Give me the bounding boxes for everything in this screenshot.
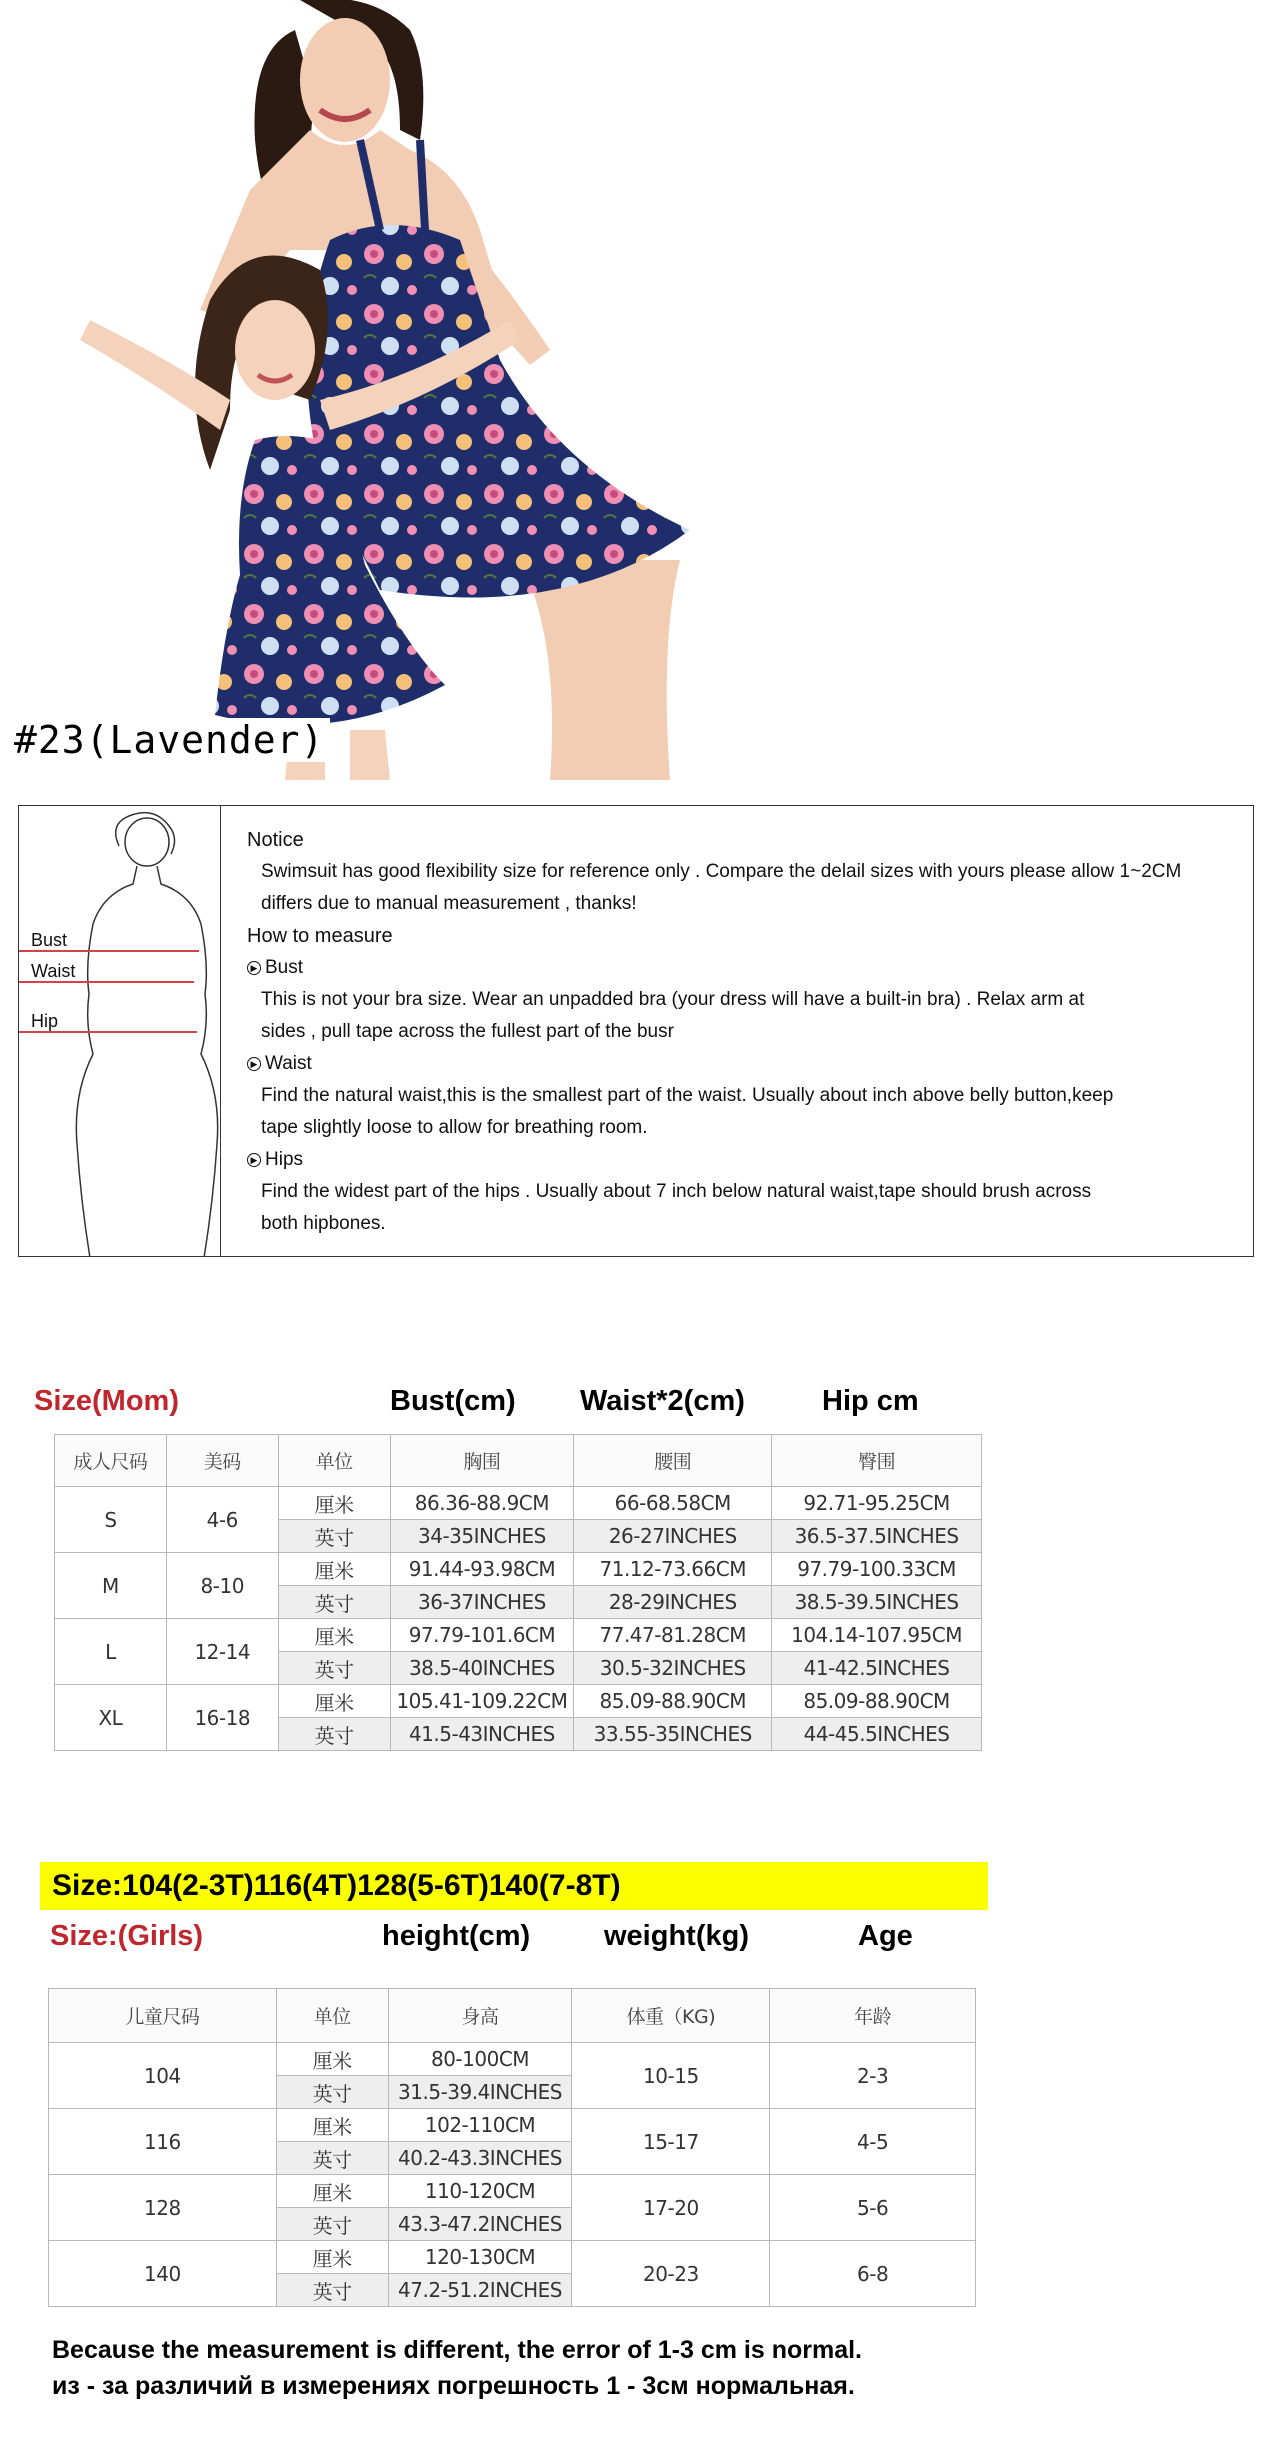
unit-cell: 厘米 xyxy=(278,1619,390,1652)
waist-cell: 77.47-81.28CM xyxy=(574,1619,772,1652)
table-row xyxy=(49,2175,976,2208)
mom-size-table xyxy=(54,1434,982,1751)
bullet-icon: ▶ xyxy=(247,961,261,975)
size-cell: L xyxy=(55,1619,167,1685)
table-row xyxy=(55,1619,982,1652)
waist-cell: 85.09-88.90CM xyxy=(574,1685,772,1718)
unit-cell: 厘米 xyxy=(276,2109,388,2142)
mom-col-hip: Hip cm xyxy=(822,1385,919,1417)
bust-cell: 38.5-40INCHES xyxy=(390,1652,574,1685)
hip-cell: 85.09-88.90CM xyxy=(772,1685,982,1718)
how-to-measure-title: How to measure xyxy=(247,925,393,947)
guide-text xyxy=(247,824,1247,1240)
header-cell: 单位 xyxy=(276,1989,388,2043)
table-row xyxy=(49,2109,976,2142)
models-illustration xyxy=(0,0,1280,780)
us-size-cell: 4-6 xyxy=(166,1487,278,1553)
bust-cell: 36-37INCHES xyxy=(390,1586,574,1619)
waist-cell: 26-27INCHES xyxy=(574,1520,772,1553)
unit-cell: 英寸 xyxy=(278,1652,390,1685)
girls-col-weight: weight(kg) xyxy=(604,1920,749,1952)
waist-text-1: Find the natural waist,this is the smallest part of the waist. Usually about inch above belly button,keep xyxy=(261,1085,1114,1106)
header-cell: 体重（KG) xyxy=(572,1989,770,2043)
note-russian: из - за различий в измерениях погрешность 1 - 3см нормальная. xyxy=(52,2372,855,2400)
unit-cell: 厘米 xyxy=(278,1487,390,1520)
bust-text-1: This is not your bra size. Wear an unpadded bra (your dress will have a built-in bra) . Relax arm at xyxy=(261,989,1085,1010)
product-photo xyxy=(0,0,1280,780)
table-row xyxy=(49,2043,976,2076)
unit-cell: 英寸 xyxy=(276,2274,388,2307)
height-cell: 47.2-51.2INCHES xyxy=(388,2274,572,2307)
hip-cell: 97.79-100.33CM xyxy=(772,1553,982,1586)
weight-cell: 17-20 xyxy=(572,2175,770,2241)
weight-cell: 10-15 xyxy=(572,2043,770,2109)
color-label: #23(Lavender) xyxy=(14,718,330,762)
notice-text-1: Swimsuit has good flexibility size for reference only . Compare the delail sizes with yours please allow 1~2CM xyxy=(261,861,1182,882)
unit-cell: 厘米 xyxy=(278,1685,390,1718)
header-cell: 胸围 xyxy=(390,1435,574,1487)
size-cell: 128 xyxy=(49,2175,277,2241)
girls-col-age: Age xyxy=(858,1920,913,1952)
header-cell: 腰围 xyxy=(574,1435,772,1487)
note-english: Because the measurement is different, the error of 1-3 cm is normal. xyxy=(52,2336,862,2364)
us-size-cell: 12-14 xyxy=(166,1619,278,1685)
bust-title: Bust xyxy=(265,957,304,978)
age-cell: 4-5 xyxy=(770,2109,976,2175)
unit-cell: 厘米 xyxy=(278,1553,390,1586)
waist-cell: 30.5-32INCHES xyxy=(574,1652,772,1685)
table-row xyxy=(55,1685,982,1718)
bust-cell: 86.36-88.9CM xyxy=(390,1487,574,1520)
figure-label-hip: Hip xyxy=(31,1011,59,1031)
notice-title: Notice xyxy=(247,829,304,851)
hip-cell: 36.5-37.5INCHES xyxy=(772,1520,982,1553)
bust-cell: 97.79-101.6CM xyxy=(390,1619,574,1652)
unit-cell: 英寸 xyxy=(278,1586,390,1619)
figure-label-bust: Bust xyxy=(31,930,68,950)
header-cell: 单位 xyxy=(278,1435,390,1487)
height-cell: 40.2-43.3INCHES xyxy=(388,2142,572,2175)
girls-col-height: height(cm) xyxy=(382,1920,531,1952)
mom-col-bust: Bust(cm) xyxy=(390,1385,516,1417)
notice-text-2: differs due to manual measurement , thanks! xyxy=(261,893,637,914)
header-cell: 身高 xyxy=(388,1989,572,2043)
height-cell: 80-100CM xyxy=(388,2043,572,2076)
header-cell: 成人尺码 xyxy=(55,1435,167,1487)
weight-cell: 15-17 xyxy=(572,2109,770,2175)
figure-label-waist: Waist xyxy=(31,961,76,981)
bullet-icon: ▶ xyxy=(247,1153,261,1167)
bust-cell: 91.44-93.98CM xyxy=(390,1553,574,1586)
waist-cell: 66-68.58CM xyxy=(574,1487,772,1520)
height-cell: 43.3-47.2INCHES xyxy=(388,2208,572,2241)
hips-text-1: Find the widest part of the hips . Usually about 7 inch below natural waist,tape should brush across xyxy=(261,1181,1092,1202)
body-figure xyxy=(19,806,221,1256)
size-cell: 104 xyxy=(49,2043,277,2109)
mom-size-title: Size(Mom) xyxy=(34,1385,179,1417)
unit-cell: 英寸 xyxy=(276,2076,388,2109)
bust-section-title xyxy=(247,952,1247,984)
girls-size-title: Size:(Girls) xyxy=(50,1920,204,1952)
bust-cell: 105.41-109.22CM xyxy=(390,1685,574,1718)
header-cell: 臀围 xyxy=(772,1435,982,1487)
table-row xyxy=(55,1487,982,1520)
size-cell: 116 xyxy=(49,2109,277,2175)
hips-title: Hips xyxy=(265,1149,304,1170)
size-cell: M xyxy=(55,1553,167,1619)
table-row xyxy=(55,1553,982,1586)
unit-cell: 厘米 xyxy=(276,2241,388,2274)
table-header-row xyxy=(55,1435,982,1487)
header-cell: 年龄 xyxy=(770,1989,976,2043)
height-cell: 110-120CM xyxy=(388,2175,572,2208)
bust-text-2: sides , pull tape across the fullest part of the busr xyxy=(261,1021,674,1042)
size-cell: XL xyxy=(55,1685,167,1751)
unit-cell: 英寸 xyxy=(276,2142,388,2175)
waist-cell: 33.55-35INCHES xyxy=(574,1718,772,1751)
hips-section-title xyxy=(247,1144,1247,1176)
table-header-row xyxy=(49,1989,976,2043)
size-cell: S xyxy=(55,1487,167,1553)
hip-cell: 104.14-107.95CM xyxy=(772,1619,982,1652)
mom-col-waist: Waist*2(cm) xyxy=(580,1385,745,1417)
us-size-cell: 16-18 xyxy=(166,1685,278,1751)
girls-size-table xyxy=(48,1988,976,2307)
body-outline-icon xyxy=(19,806,219,1256)
bust-cell: 41.5-43INCHES xyxy=(390,1718,574,1751)
unit-cell: 英寸 xyxy=(278,1718,390,1751)
unit-cell: 英寸 xyxy=(276,2208,388,2241)
height-cell: 120-130CM xyxy=(388,2241,572,2274)
header-cell: 儿童尺码 xyxy=(49,1989,277,2043)
hip-cell: 44-45.5INCHES xyxy=(772,1718,982,1751)
height-cell: 31.5-39.4INCHES xyxy=(388,2076,572,2109)
weight-cell: 20-23 xyxy=(572,2241,770,2307)
hips-text-2: both hipbones. xyxy=(261,1213,386,1234)
us-size-cell: 8-10 xyxy=(166,1553,278,1619)
unit-cell: 英寸 xyxy=(278,1520,390,1553)
table-row xyxy=(49,2241,976,2274)
waist-section-title xyxy=(247,1048,1247,1080)
waist-text-2: tape slightly loose to allow for breathing room. xyxy=(261,1117,648,1138)
age-cell: 6-8 xyxy=(770,2241,976,2307)
bust-cell: 34-35INCHES xyxy=(390,1520,574,1553)
unit-cell: 厘米 xyxy=(276,2175,388,2208)
hip-cell: 92.71-95.25CM xyxy=(772,1487,982,1520)
age-cell: 2-3 xyxy=(770,2043,976,2109)
hip-cell: 38.5-39.5INCHES xyxy=(772,1586,982,1619)
header-cell: 美码 xyxy=(166,1435,278,1487)
unit-cell: 厘米 xyxy=(276,2043,388,2076)
measure-guide xyxy=(18,805,1254,1257)
waist-title: Waist xyxy=(265,1053,312,1074)
bullet-icon: ▶ xyxy=(247,1057,261,1071)
size-cell: 140 xyxy=(49,2241,277,2307)
girls-size-banner: Size:104(2-3T)116(4T)128(5-6T)140(7-8T) xyxy=(40,1862,988,1910)
hip-cell: 41-42.5INCHES xyxy=(772,1652,982,1685)
height-cell: 102-110CM xyxy=(388,2109,572,2142)
waist-cell: 71.12-73.66CM xyxy=(574,1553,772,1586)
measurement-notes xyxy=(52,2332,862,2404)
age-cell: 5-6 xyxy=(770,2175,976,2241)
waist-cell: 28-29INCHES xyxy=(574,1586,772,1619)
